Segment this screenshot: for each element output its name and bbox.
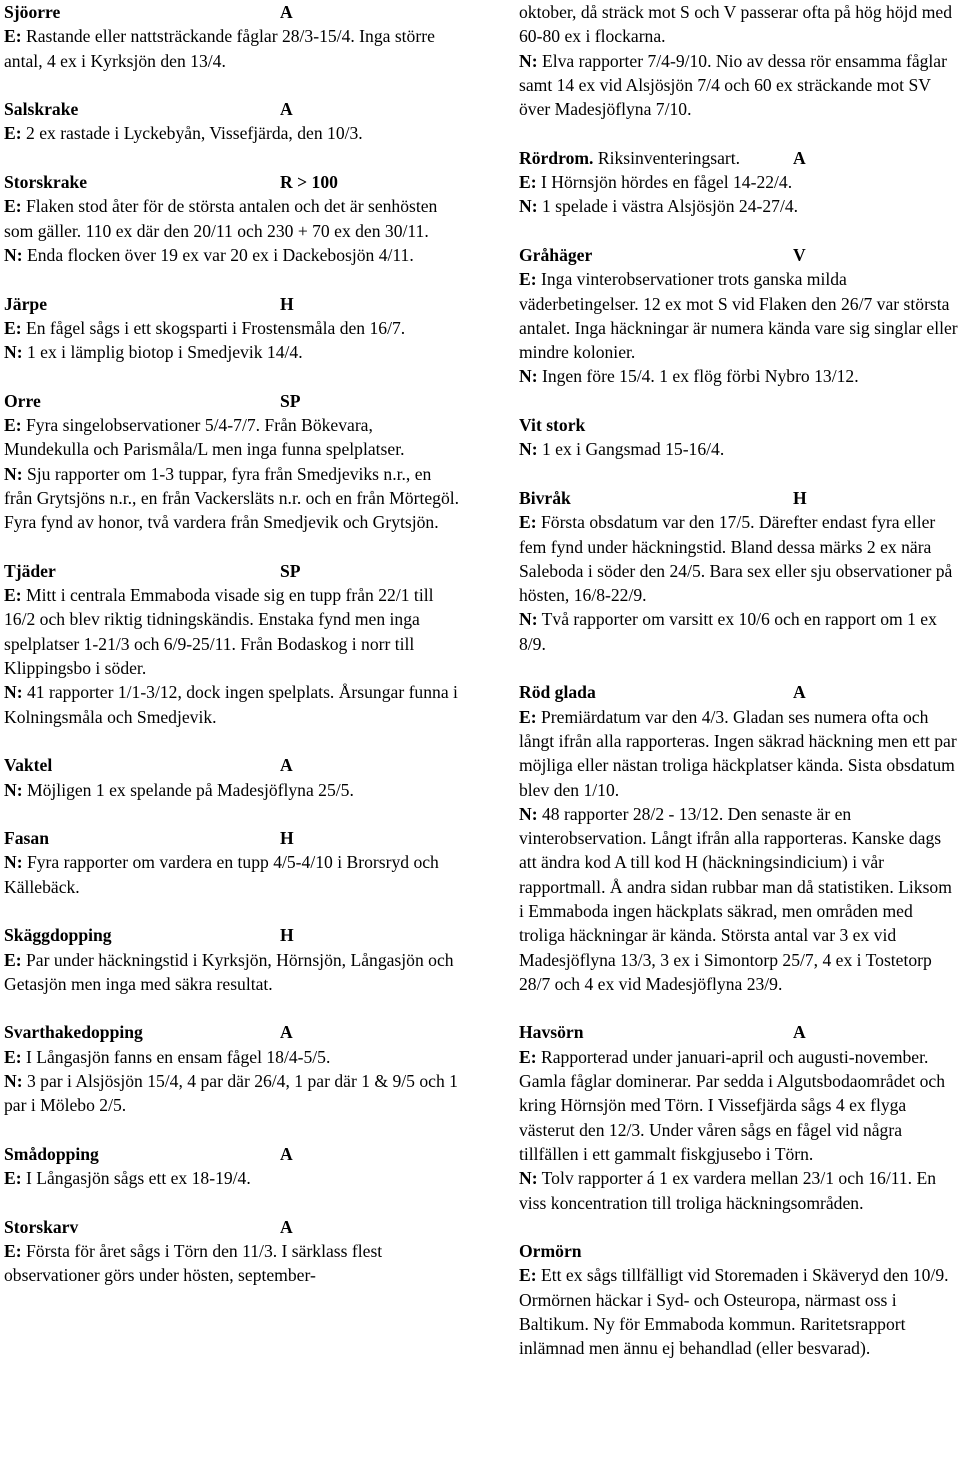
species-heading bbox=[519, 413, 960, 437]
paragraph-lead: N: bbox=[519, 50, 538, 71]
species-heading bbox=[519, 680, 960, 704]
species-heading bbox=[4, 923, 460, 947]
entry-paragraph bbox=[519, 1045, 960, 1166]
species-name: Storskrake bbox=[4, 172, 88, 193]
species-heading bbox=[4, 1142, 460, 1166]
paragraph-text: Elva rapporter 7/4-9/10. Nio av dessa rör ensamma fåglar samt 14 ex vid Alsjösjön 7/4 och 60 ex sträckande mot SV över Madesjöflyna 7/10. bbox=[519, 50, 947, 120]
species-name: Järpe bbox=[4, 293, 47, 314]
left-column bbox=[4, 0, 460, 1312]
paragraph-text: Par under häckningstid i Kyrksjön, Hörnsjön, Långasjön och Getasjön men inga med säkra resultat. bbox=[4, 949, 454, 994]
species-code: R > 100 bbox=[280, 172, 338, 193]
entry-paragraph bbox=[4, 340, 460, 364]
paragraph-lead: E: bbox=[519, 706, 537, 727]
entry-paragraph bbox=[4, 583, 460, 680]
entry-paragraph bbox=[4, 1166, 460, 1190]
species-code: SP bbox=[280, 390, 301, 411]
species-name: Havsörn bbox=[519, 1022, 584, 1043]
paragraph-text: Två rapporter om varsitt ex 10/6 och en rapport om 1 ex 8/9. bbox=[519, 609, 937, 654]
entry-paragraph bbox=[4, 121, 460, 145]
species-code: A bbox=[793, 1022, 806, 1043]
paragraph-text: Inga vinterobservationer trots ganska milda väderbetingelser. 12 ex mot S vid Flaken den 26/7 var största antalet. Inga häckningar är numera kända vare sig singlar eller mindre kolonier. bbox=[519, 269, 958, 363]
paragraph-text: 48 rapporter 28/2 - 13/12. Den senaste är en vinterobservation. Långt ifrån alla rapporteras. Kanske dags att ändra kod A till kod H (häckningsindicium) i vår rapportmall. Å andra sidan rubbar man då statistiken. Liksom i Emmaboda ingen häckplats säkrad, men områden med troliga häckningar är kända. Största antal var 3 ex vid Madesjöflyna 13/3, 3 ex i Simontorp 25/7, 4 ex i Tostetorp 28/7 och 4 ex vid Madesjöflyna 23/9. bbox=[519, 803, 952, 994]
entry-paragraph bbox=[4, 316, 460, 340]
paragraph-text: Tolv rapporter á 1 ex vardera mellan 23/1 och 16/11. En viss koncentration till troliga häckningsområden. bbox=[519, 1168, 936, 1213]
species-heading bbox=[519, 1020, 960, 1044]
entry-paragraph bbox=[4, 243, 460, 267]
paragraph-lead: N: bbox=[519, 196, 538, 217]
species-entry bbox=[4, 753, 460, 802]
species-code: A bbox=[793, 147, 806, 168]
species-heading bbox=[4, 753, 460, 777]
species-heading bbox=[4, 559, 460, 583]
species-heading bbox=[519, 243, 960, 267]
paragraph-lead: E: bbox=[4, 123, 22, 144]
species-name: Orre bbox=[4, 390, 41, 411]
species-name: Smådopping bbox=[4, 1143, 99, 1164]
species-entry bbox=[4, 1142, 460, 1191]
species-heading bbox=[519, 1239, 960, 1263]
species-code: A bbox=[793, 682, 806, 703]
entry-paragraph bbox=[519, 802, 960, 996]
entry-paragraph bbox=[519, 364, 960, 388]
entry-paragraph bbox=[4, 948, 460, 997]
entry-paragraph bbox=[4, 1045, 460, 1069]
paragraph-text: Enda flocken över 19 ex var 20 ex i Dackebosjön 4/11. bbox=[22, 244, 414, 265]
species-entry bbox=[519, 413, 960, 462]
continuation-text: oktober, då sträck mot S och V passerar ofta på hög höjd med 60-80 ex i flockarna. bbox=[519, 2, 953, 47]
species-heading bbox=[4, 292, 460, 316]
species-code: H bbox=[280, 293, 294, 314]
paragraph-lead: N: bbox=[519, 366, 538, 387]
paragraph-text: Rastande eller nattsträckande fåglar 28/3-15/4. Inga större antal, 4 ex i Kyrksjön den 13/4. bbox=[4, 26, 435, 71]
paragraph-text: 1 spelade i västra Alsjösjön 24-27/4. bbox=[537, 196, 799, 217]
paragraph-text: I Långasjön fanns en ensam fågel 18/4-5/5. bbox=[21, 1046, 331, 1067]
paragraph-lead: E: bbox=[519, 1046, 537, 1067]
entry-paragraph bbox=[4, 1239, 460, 1288]
species-entry bbox=[519, 1239, 960, 1360]
paragraph-lead: E: bbox=[4, 196, 22, 217]
paragraph-text: I Hörnsjön hördes en fågel 14-22/4. bbox=[536, 172, 793, 193]
paragraph-lead: N: bbox=[519, 803, 538, 824]
paragraph-text: En fågel sågs i ett skogsparti i Frostensmåla den 16/7. bbox=[21, 317, 406, 338]
entry-paragraph bbox=[4, 413, 460, 462]
paragraph-lead: E: bbox=[4, 585, 22, 606]
entry-paragraph bbox=[519, 1166, 960, 1215]
species-entry bbox=[4, 389, 460, 535]
species-heading bbox=[519, 486, 960, 510]
species-code: A bbox=[280, 1216, 293, 1237]
paragraph-lead: N: bbox=[4, 342, 23, 363]
paragraph-text: Rapporterad under januari-april och augusti-november. Gamla fåglar dominerar. Par sedda i Algutsbodaområdet och kring Hörnsjön med Törn. I Vissefjärda sågs 4 ex flyga västerut den 12/3. Under våren sågs en fågel vid några tillfällen i ett gammalt fiskgjusebo i Törn. bbox=[519, 1046, 946, 1164]
paragraph-text: I Långasjön sågs ett ex 18-19/4. bbox=[21, 1168, 251, 1189]
species-name: Gråhäger bbox=[519, 244, 593, 265]
species-heading bbox=[519, 146, 960, 170]
paragraph-lead: E: bbox=[519, 269, 537, 290]
species-code: V bbox=[793, 244, 806, 265]
species-name: Vit stork bbox=[519, 415, 586, 436]
paragraph-lead: N: bbox=[4, 463, 23, 484]
species-code: SP bbox=[280, 560, 301, 581]
paragraph-lead: E: bbox=[4, 1241, 22, 1262]
species-name: Bivråk bbox=[519, 487, 571, 508]
paragraph-text: 3 par i Alsjösjön 15/4, 4 par där 26/4, 1 par där 1 & 9/5 och 1 par i Mölebo 2/5. bbox=[4, 1071, 458, 1116]
species-name: Röd glada bbox=[519, 682, 596, 703]
species-entry bbox=[519, 486, 960, 656]
species-name: Sjöorre bbox=[4, 2, 61, 22]
entry-paragraph bbox=[519, 1263, 960, 1360]
species-entry bbox=[4, 826, 460, 899]
entry-paragraph bbox=[519, 705, 960, 802]
paragraph-lead: N: bbox=[4, 682, 23, 703]
species-code: H bbox=[280, 925, 294, 946]
species-code: H bbox=[793, 487, 807, 508]
entry-paragraph bbox=[519, 510, 960, 607]
paragraph-lead: N: bbox=[519, 439, 538, 460]
paragraph-lead: E: bbox=[4, 949, 22, 970]
species-name: Ormörn bbox=[519, 1241, 582, 1262]
paragraph-lead: N: bbox=[4, 852, 23, 873]
species-code: A bbox=[280, 755, 293, 776]
paragraph-text: Flaken stod åter för de största antalen och det är senhösten som gäller. 110 ex där den 20/11 och 230 + 70 ex den 30/11. bbox=[4, 196, 438, 241]
entry-paragraph bbox=[519, 437, 960, 461]
species-name: Vaktel bbox=[4, 755, 53, 776]
species-code: A bbox=[280, 2, 293, 22]
entry-paragraph bbox=[519, 194, 960, 218]
species-name: Storskarv bbox=[4, 1216, 79, 1237]
paragraph-text: 1 ex i Gangsmad 15-16/4. bbox=[537, 439, 725, 460]
entry-paragraph bbox=[519, 267, 960, 364]
paragraph-text: Möjligen 1 ex spelande på Madesjöflyna 25/5. bbox=[22, 779, 354, 800]
paragraph-lead: E: bbox=[519, 172, 537, 193]
species-heading bbox=[4, 170, 460, 194]
paragraph-text: Premiärdatum var den 4/3. Gladan ses numera ofta och långt ifrån alla rapporteras. Ingen säkrad häckning men ett par möjliga eller nästan troliga häckplatser kända. Sista obsdatum blev den 1/10. bbox=[519, 706, 957, 800]
entry-paragraph bbox=[519, 607, 960, 656]
species-entry bbox=[519, 1020, 960, 1214]
species-entry bbox=[4, 1215, 460, 1288]
paragraph-lead: E: bbox=[519, 512, 537, 533]
entry-paragraph bbox=[4, 680, 460, 729]
paragraph-lead: N: bbox=[4, 244, 23, 265]
paragraph-lead: E: bbox=[4, 26, 22, 47]
species-heading bbox=[4, 97, 460, 121]
species-heading bbox=[4, 826, 460, 850]
right-column bbox=[519, 0, 960, 1385]
species-entry bbox=[519, 146, 960, 219]
paragraph-text: Sju rapporter om 1-3 tuppar, fyra från Smedjeviks n.r., en från Grytsjöns n.r., en från Vackersläts n.r. och en från Mörtegöl. Fyra fynd av honor, två vardera från Smedjevik och Grytsjön. bbox=[4, 463, 460, 533]
species-code: A bbox=[280, 1143, 293, 1164]
species-name: Salskrake bbox=[4, 99, 79, 120]
species-entry bbox=[4, 1020, 460, 1117]
paragraph-lead: E: bbox=[4, 1168, 22, 1189]
paragraph-lead: N: bbox=[519, 609, 538, 630]
paragraph-text: Fyra singelobservationer 5/4-7/7. Från Bökevara, Mundekulla och Parismåla/L men inga funna spelplatser. bbox=[4, 415, 405, 460]
species-code: H bbox=[280, 828, 294, 849]
species-name: Rördrom. bbox=[519, 147, 594, 168]
entry-paragraph bbox=[519, 49, 960, 122]
paragraph-text: Fyra rapporter om vardera en tupp 4/5-4/10 i Brorsryd och Källebäck. bbox=[4, 852, 439, 897]
species-entry-continuation bbox=[519, 0, 960, 121]
entry-paragraph bbox=[4, 194, 460, 243]
entry-paragraph bbox=[4, 24, 460, 73]
paragraph-text: 1 ex i lämplig biotop i Smedjevik 14/4. bbox=[22, 342, 303, 363]
paragraph-lead: E: bbox=[4, 317, 22, 338]
entry-paragraph bbox=[4, 1069, 460, 1118]
species-code: A bbox=[280, 99, 293, 120]
entry-paragraph bbox=[4, 462, 460, 535]
entry-paragraph bbox=[519, 170, 960, 194]
species-entry bbox=[519, 243, 960, 389]
species-heading bbox=[4, 0, 460, 24]
species-entry bbox=[4, 97, 460, 146]
species-code: A bbox=[280, 1022, 293, 1043]
entry-paragraph bbox=[4, 778, 460, 802]
paragraph-lead: N: bbox=[4, 779, 23, 800]
paragraph-text: Första obsdatum var den 17/5. Därefter endast fyra eller fem fynd under häckningstid. Bland dessa märks 2 ex nära Saleboda i söder den 24/5. Bara sex eller sju observationer på hösten, 16/8-22/9. bbox=[519, 512, 953, 606]
species-name: Skäggdopping bbox=[4, 925, 112, 946]
species-entry bbox=[4, 292, 460, 365]
species-entry bbox=[4, 559, 460, 729]
paragraph-text: Ingen före 15/4. 1 ex flög förbi Nybro 13/12. bbox=[537, 366, 859, 387]
species-entry bbox=[4, 0, 460, 73]
species-entry bbox=[519, 680, 960, 996]
paragraph-lead: E: bbox=[519, 1265, 537, 1286]
species-heading bbox=[4, 1020, 460, 1044]
species-name: Svarthakedopping bbox=[4, 1022, 143, 1043]
paragraph-text: 41 rapporter 1/1-3/12, dock ingen spelplats. Årsungar funna i Kolningsmåla och Smedjevik. bbox=[4, 682, 458, 727]
entry-paragraph bbox=[4, 850, 460, 899]
species-name: Fasan bbox=[4, 828, 49, 849]
species-name: Tjäder bbox=[4, 560, 56, 581]
species-entry bbox=[4, 923, 460, 996]
species-name-suffix: Riksinventeringsart. bbox=[593, 147, 741, 168]
paragraph-lead: N: bbox=[519, 1168, 538, 1189]
species-heading bbox=[4, 1215, 460, 1239]
species-entry bbox=[4, 170, 460, 267]
paragraph-lead: N: bbox=[4, 1071, 23, 1092]
paragraph-text: Mitt i centrala Emmaboda visade sig en tupp från 22/1 till 16/2 och blev riktig tidningskändis. Enstaka fynd men inga spelplatser 1-21/3 och 6/9-25/11. Från Bodaskog i norr till Klippingsbo i söder. bbox=[4, 585, 434, 679]
paragraph-text: Första för året sågs i Törn den 11/3. I särklass flest observationer görs under hösten, september- bbox=[4, 1241, 383, 1286]
paragraph-lead: E: bbox=[4, 415, 22, 436]
species-heading bbox=[4, 389, 460, 413]
paragraph-text: Ett ex sågs tillfälligt vid Storemaden i Skäveryd den 10/9. Ormörnen häckar i Syd- och Osteuropa, närmast oss i Baltikum. Ny för Emmaboda kommun. Raritetsrapport inlämnad men ännu ej behandlad (eller besvarad). bbox=[519, 1265, 949, 1359]
paragraph-lead: E: bbox=[4, 1046, 22, 1067]
paragraph-text: 2 ex rastade i Lyckebyån, Vissefjärda, den 10/3. bbox=[21, 123, 363, 144]
